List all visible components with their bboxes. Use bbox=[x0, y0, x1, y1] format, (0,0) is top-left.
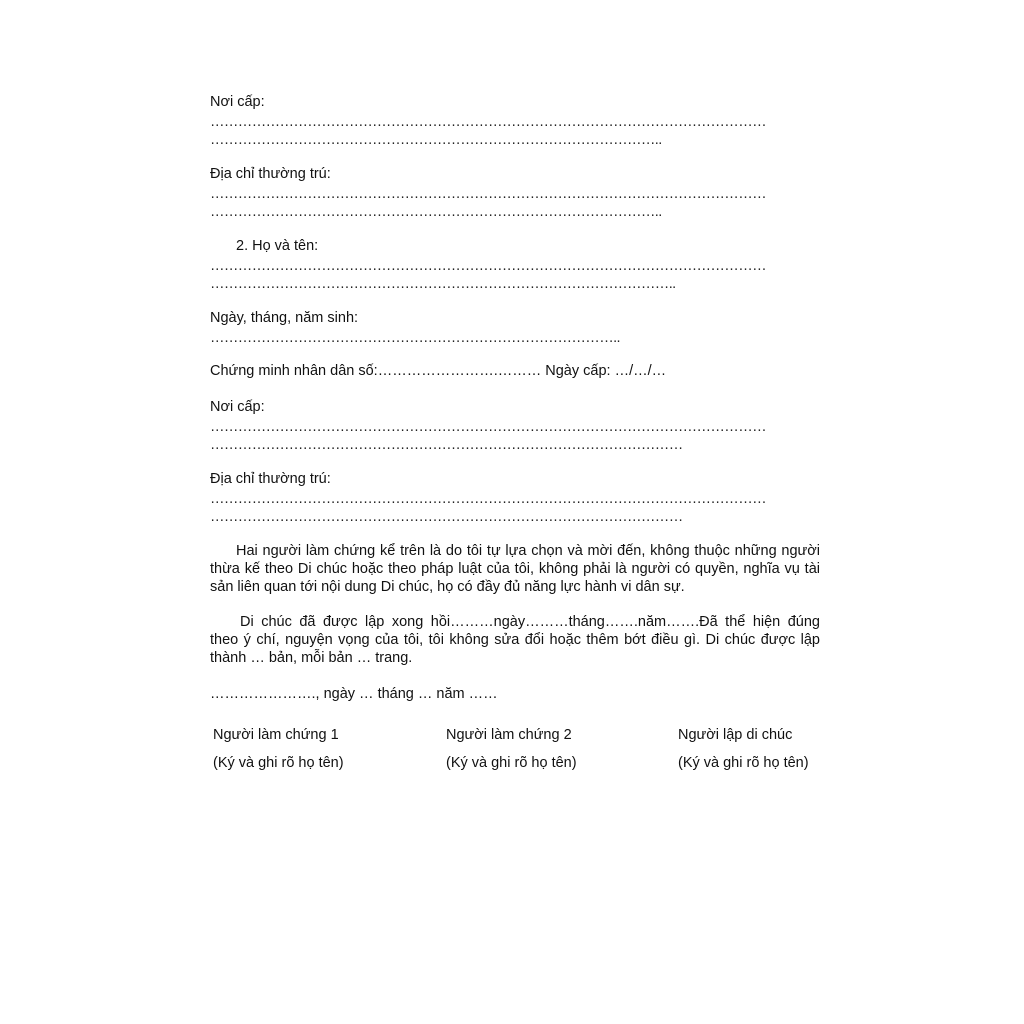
residence-label-1: Địa chỉ thường trú: bbox=[210, 166, 331, 182]
person-2-heading: 2. Họ và tên: bbox=[236, 238, 319, 254]
witness-1-title: Người làm chứng 1 bbox=[213, 727, 339, 743]
dob-dots: …………………………………………………………………………….. bbox=[210, 330, 620, 346]
issue-place-dots-2b: ………………………………………………………………………………………… bbox=[210, 437, 683, 453]
issue-place-label-1: Nơi cấp: bbox=[210, 94, 265, 110]
name-dots-2b: ……………………………………………………………………………………….. bbox=[210, 276, 676, 292]
dob-label: Ngày, tháng, năm sinh: bbox=[210, 310, 359, 326]
witness-statement-paragraph: Hai người làm chứng kể trên là do tôi tự lựa chọn và mời đến, không thuộc những người thừa kế theo Di chúc hoặc theo pháp luật của tôi, không phải là người có quyền, nghĩa vụ tài sản liên quan tới nội dung Di chúc, họ có đầy đủ năng lực hành vi dân sự. bbox=[210, 543, 820, 595]
name-dots-2a: ………………………………………………………………………………………………………… bbox=[210, 258, 767, 274]
testator-sign-note: (Ký và ghi rõ họ tên) bbox=[678, 755, 809, 771]
issue-place-dots-1a: ………………………………………………………………………………………………………… bbox=[210, 114, 767, 130]
completion-paragraph: Di chúc đã được lập xong hồi………ngày………tháng…….năm…….Đã thể hiện đúng theo ý chí, nguyện vọng của tôi, tôi không sửa đổi hoặc thêm bớt điều gì. Di chúc được lập thành … bản, mỗi bản … trang. bbox=[210, 614, 820, 666]
witness-2-sign-note: (Ký và ghi rõ họ tên) bbox=[446, 755, 577, 771]
residence-dots-1b: …………………………………………………………………………………….. bbox=[210, 204, 662, 220]
testator-title: Người lập di chúc bbox=[678, 727, 793, 743]
residence-dots-2b: ………………………………………………………………………………………… bbox=[210, 509, 683, 525]
residence-dots-1a: ………………………………………………………………………………………………………… bbox=[210, 186, 767, 202]
witness-2-title: Người làm chứng 2 bbox=[446, 727, 572, 743]
issue-place-dots-2a: ………………………………………………………………………………………………………… bbox=[210, 419, 767, 435]
issue-place-label-2: Nơi cấp: bbox=[210, 399, 265, 415]
witness-1-sign-note: (Ký và ghi rõ họ tên) bbox=[213, 755, 344, 771]
issue-place-dots-1b: …………………………………………………………………………………….. bbox=[210, 132, 662, 148]
residence-dots-2a: ………………………………………………………………………………………………………… bbox=[210, 491, 767, 507]
id-card-line: Chứng minh nhân dân số:…………………….……… Ngày cấp: …/…/… bbox=[210, 363, 667, 379]
place-date-line: …………………., ngày … tháng … năm …… bbox=[210, 686, 498, 702]
residence-label-2: Địa chỉ thường trú: bbox=[210, 471, 331, 487]
